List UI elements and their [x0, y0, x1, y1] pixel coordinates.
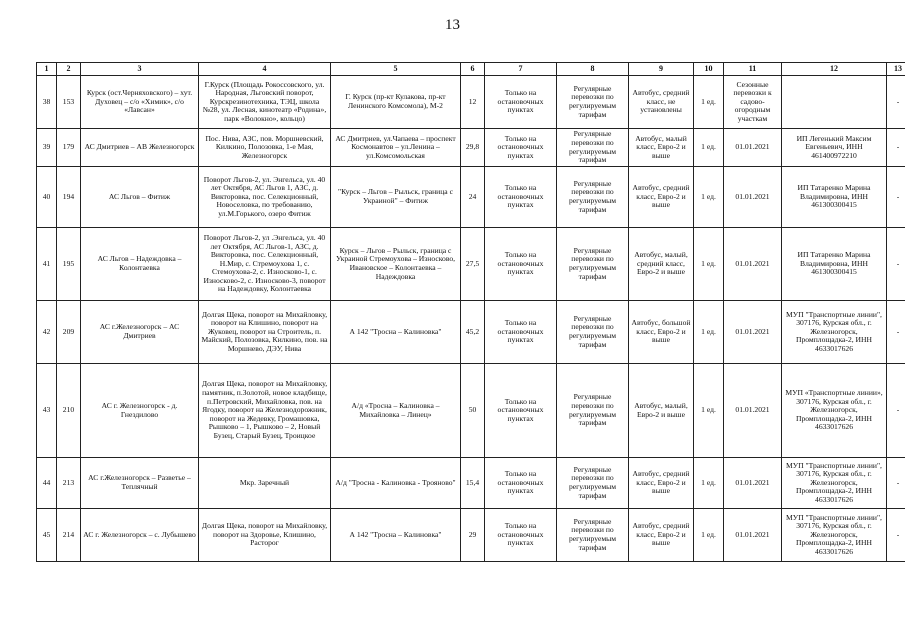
table-cell: Регулярные перевозки по регулируемым тарифам [557, 364, 629, 458]
table-cell: Автобус, средний класс, Евро-2 и выше [629, 167, 694, 228]
column-header: 7 [485, 63, 557, 76]
table-cell: 50 [461, 364, 485, 458]
table-row [37, 509, 905, 562]
column-header: 3 [81, 63, 199, 76]
table-cell: Только на остановочных пунктах [485, 364, 557, 458]
table-cell: Г.Курск (Площадь Рокоссовского, ул. Народная, Льговский поворот, Курскрезинотехника, ТЭЦ, школа №28, ул. Лесная, кинотеатр «Родина», парк «Волокно», кольцо) [199, 76, 331, 129]
table-cell: АС г. Железногорск - д. Гнездилово [81, 364, 199, 458]
table-cell: Поворот Льгов-2, ул. Энгельса, ул. 40 лет Октября, АС Льгов 1, АЗС, д. Викторовка, пос. Селекционный, Новоселовка, по требованию, ул.М.Горького, озеро Фитиж [199, 167, 331, 228]
table-cell: Поворот Льгов-2, ул .Энгельса, ул. 40 лет Октября, АС Льгов-1, АЗС, д. Викторовка, пос. Селекционный, Н.Мир, с. Стремоухова 1, с. Стемоухова-2, с. Износково-1, с. Износково-2, с. Износково-3, поворот на Надеждовку, Колонтаевка [199, 228, 331, 301]
table-cell: Курск – Льгов – Рыльск, граница с Украиной Стремоухова – Износково, Ивановское – Колонтаевка – Надеждовка [331, 228, 461, 301]
table-cell: 179 [57, 129, 81, 167]
table-cell: 29 [461, 509, 485, 562]
table-cell: Только на остановочных пунктах [485, 458, 557, 509]
table-row [37, 228, 905, 301]
table-cell: 45 [37, 509, 57, 562]
table-cell: Только на остановочных пунктах [485, 167, 557, 228]
table-cell: АС г. Железногорск – с. Лубышево [81, 509, 199, 562]
table-cell: 1 ед. [694, 167, 724, 228]
table-cell: 1 ед. [694, 364, 724, 458]
table-cell [782, 76, 887, 129]
table-cell: 209 [57, 301, 81, 364]
table-cell: 27,5 [461, 228, 485, 301]
table-cell: "Курск – Льгов – Рыльск, граница с Украиной" – Фитиж [331, 167, 461, 228]
table-cell: 44 [37, 458, 57, 509]
table-row [37, 301, 905, 364]
table-cell: 42 [37, 301, 57, 364]
table-cell: 15,4 [461, 458, 485, 509]
table-row [37, 167, 905, 228]
table-cell: Регулярные перевозки по регулируемым тарифам [557, 76, 629, 129]
table-cell: МУП «Транспортные линии», 307176, Курская обл., г. Железногорск, Промплощадка-2, ИНН 4633017626 [782, 364, 887, 458]
table-cell: ИП Легенький Максим Евгеньевич, ИНН 461400972210 [782, 129, 887, 167]
table-row [37, 76, 905, 129]
table-cell: Автобус, средний класс, Евро-2 и выше [629, 458, 694, 509]
table-cell: Автобус, малый класс, Евро-2 и выше [629, 129, 694, 167]
column-header: 10 [694, 63, 724, 76]
table-cell: Пос. Нива, АЗС, пов. Моршневский, Килкино, Полозовка, 1-е Мая, Железногорск [199, 129, 331, 167]
table-cell: Автобус, малый, Евро-2 и выше [629, 364, 694, 458]
table-cell: АС Льгов – Фитиж [81, 167, 199, 228]
table-cell: Только на остановочных пунктах [485, 76, 557, 129]
table-cell: 1 ед. [694, 228, 724, 301]
table-cell: 01.01.2021 [724, 458, 782, 509]
table-cell: 1 ед. [694, 129, 724, 167]
table-cell: МУП "Транспортные линии", 307176, Курская обл., г. Железногорск, Промплощадка-2, ИНН 4633017626 [782, 458, 887, 509]
column-header: 1 [37, 63, 57, 76]
table-body [37, 76, 905, 562]
table-cell: АС Дмитриев, ул.Чапаева – проспект Космонавтов – ул.Ленина – ул.Комсомольская [331, 129, 461, 167]
table-cell: 01.01.2021 [724, 364, 782, 458]
table-cell: МУП "Транспортные линии", 307176, Курская обл., г. Железногорск, Промплощадка-2, ИНН 4633017626 [782, 301, 887, 364]
table-cell: Только на остановочных пунктах [485, 129, 557, 167]
table-cell: ИП Татаренко Марина Владимировна, ИНН 461300300415 [782, 167, 887, 228]
column-header: 9 [629, 63, 694, 76]
table-cell: 153 [57, 76, 81, 129]
table-cell: 29,8 [461, 129, 485, 167]
table-cell: Мкр. Заречный [199, 458, 331, 509]
table-cell: Автобус, средний класс, Евро-2 и выше [629, 509, 694, 562]
table-cell: - [887, 364, 905, 458]
column-header: 4 [199, 63, 331, 76]
table-cell: Регулярные перевозки по регулируемым тарифам [557, 129, 629, 167]
table-cell: 38 [37, 76, 57, 129]
table-cell: 213 [57, 458, 81, 509]
table-cell: АС Льгов – Надеждовка – Колонтаевка [81, 228, 199, 301]
table-cell: Долгая Щека, поворот на Михайловку, памятник, п.Золотой, новое кладбище, п.Петровский, Михайловка, пов. на Ягодку, поворот на Железнодорожник, поворот на Жедевку, Громашовка, Рышково – 1, Рышково – 2, Новый Бузец, Старый Бузец, Троицкое [199, 364, 331, 458]
column-header: 12 [782, 63, 887, 76]
table-header [37, 63, 905, 76]
table-cell: 01.01.2021 [724, 167, 782, 228]
table-cell: - [887, 129, 905, 167]
table-cell: Автобус, большой класс, Евро-2 и выше [629, 301, 694, 364]
column-header: 8 [557, 63, 629, 76]
table-row [37, 129, 905, 167]
table-cell: - [887, 228, 905, 301]
table-cell: 01.01.2021 [724, 129, 782, 167]
table-cell: 39 [37, 129, 57, 167]
table-cell: А 142 "Тросна – Калиновка" [331, 301, 461, 364]
table-cell: Долгая Щека, поворот на Михайловку, поворот на Клишино, поворот на Жуковец, поворот на Строитель, п. Майский, Полозовка, Килкино, пов. на Моршнево, ДЭУ, Нива [199, 301, 331, 364]
table-row [37, 364, 905, 458]
table-cell: - [887, 301, 905, 364]
table-cell: Автобус, малый, средний класс, Евро-2 и выше [629, 228, 694, 301]
table-cell: АС г.Железногорск – АС Дмитриев [81, 301, 199, 364]
column-header: 5 [331, 63, 461, 76]
table-cell: 43 [37, 364, 57, 458]
table-cell: Регулярные перевозки по регулируемым тарифам [557, 458, 629, 509]
column-header: 2 [57, 63, 81, 76]
table-cell: Долгая Щека, поворот на Михайловку, поворот на Здоровье, Клишино, Расторог [199, 509, 331, 562]
table-cell: 40 [37, 167, 57, 228]
table-cell: А/д «Тросна – Калиновка – Михайловка – Линец» [331, 364, 461, 458]
table-cell: Только на остановочных пунктах [485, 509, 557, 562]
table-cell: - [887, 458, 905, 509]
routes-table [36, 62, 905, 562]
table-cell: 210 [57, 364, 81, 458]
table-cell: Только на остановочных пунктах [485, 228, 557, 301]
table-cell: 01.01.2021 [724, 509, 782, 562]
table-cell: Регулярные перевозки по регулируемым тарифам [557, 167, 629, 228]
table-cell: Г. Курск (пр-кт Кулакова, пр-кт Ленинского Комсомола), М-2 [331, 76, 461, 129]
table-cell: 214 [57, 509, 81, 562]
table-cell: Курск (ост.Черняховского) – хут. Духовец – с/о «Химик», с/о «Лавсан» [81, 76, 199, 129]
page-number: 13 [445, 17, 460, 33]
table-cell: Автобус, средний класс, не установлены [629, 76, 694, 129]
table-cell: - [887, 76, 905, 129]
table-cell: 41 [37, 228, 57, 301]
table-cell: АС Дмитриев – АВ Железногорск [81, 129, 199, 167]
column-header: 11 [724, 63, 782, 76]
table-cell: 194 [57, 167, 81, 228]
table-cell: 24 [461, 167, 485, 228]
table-cell: Регулярные перевозки по регулируемым тарифам [557, 509, 629, 562]
table-cell: МУП "Транспортные линии", 307176, Курская обл., г. Железногорск, Промплощадка-2, ИНН 4633017626 [782, 509, 887, 562]
table-cell: А/д "Тросна - Калиновка - Трояново" [331, 458, 461, 509]
table-cell: - [887, 167, 905, 228]
table-cell: 1 ед. [694, 301, 724, 364]
table-cell: Сезонные перевозки к садово-огородным участкам [724, 76, 782, 129]
table-cell: Только на остановочных пунктах [485, 301, 557, 364]
table-cell: АС г.Железногорск – Разветье – Теплячный [81, 458, 199, 509]
table-cell: А 142 "Тросна – Калиновка" [331, 509, 461, 562]
table-cell: 12 [461, 76, 485, 129]
table-cell: 01.01.2021 [724, 228, 782, 301]
column-header: 13 [887, 63, 905, 76]
table-cell: 45,2 [461, 301, 485, 364]
table-cell: 1 ед. [694, 458, 724, 509]
table-cell: Регулярные перевозки по регулируемым тарифам [557, 301, 629, 364]
table-cell: - [887, 509, 905, 562]
table-cell: ИП Татаренко Марина Владимировна, ИНН 461300300415 [782, 228, 887, 301]
table-row [37, 458, 905, 509]
table-cell: 1 ед. [694, 509, 724, 562]
table-cell: Регулярные перевозки по регулируемым тарифам [557, 228, 629, 301]
table-cell: 01.01.2021 [724, 301, 782, 364]
table-cell: 195 [57, 228, 81, 301]
column-header: 6 [461, 63, 485, 76]
table-cell: 1 ед. [694, 76, 724, 129]
